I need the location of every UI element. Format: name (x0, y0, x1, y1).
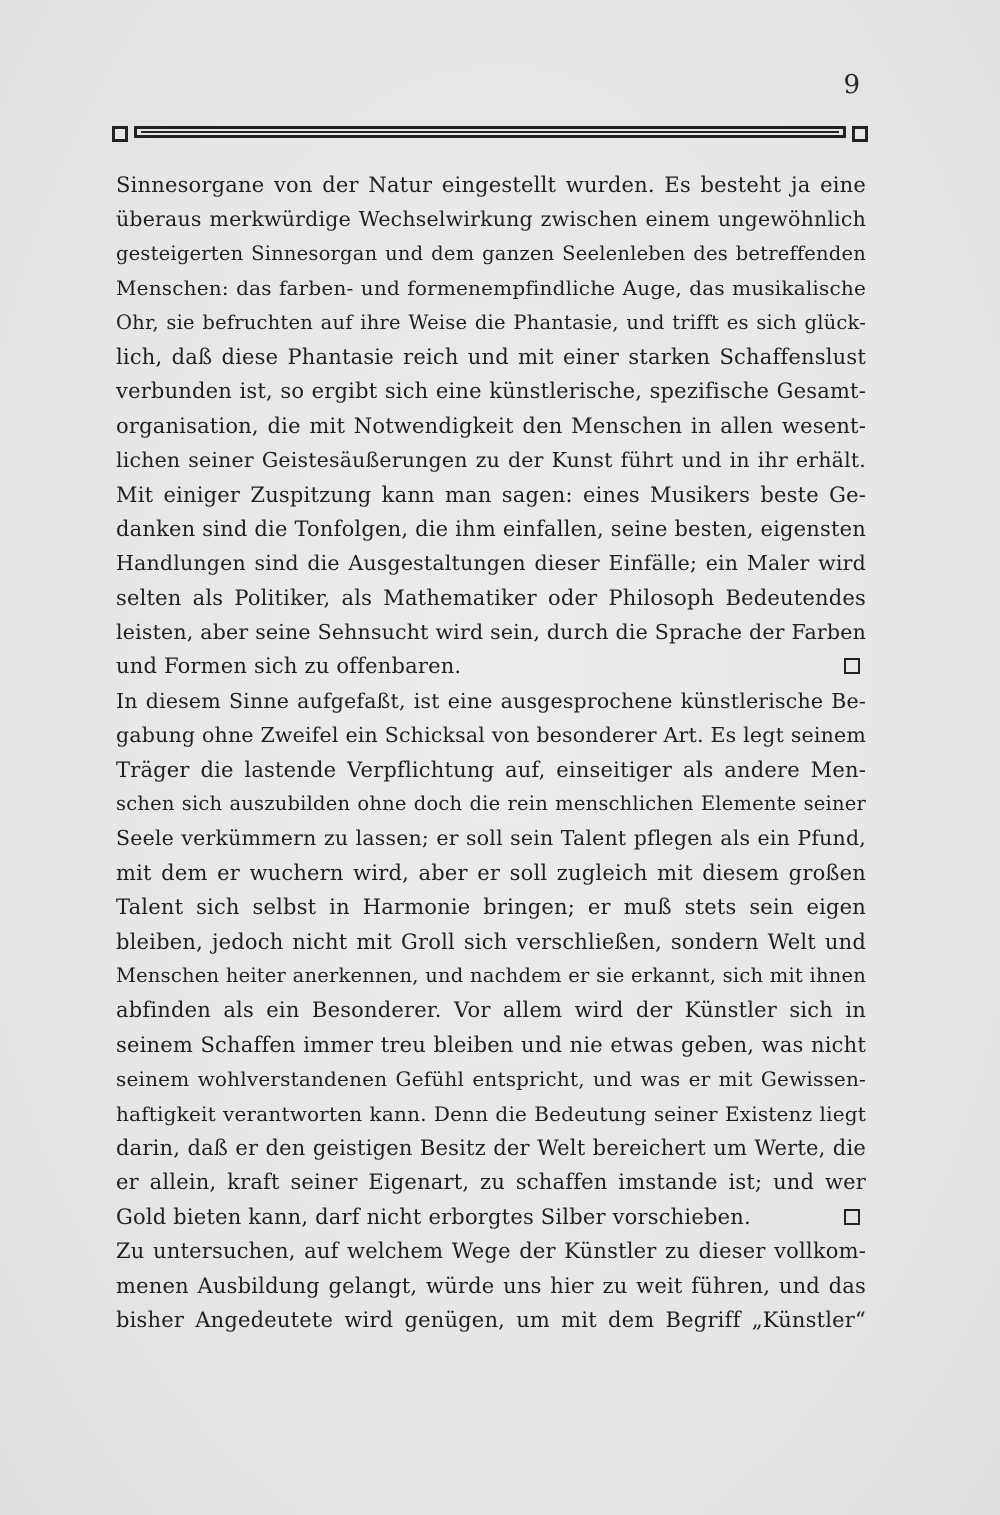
text-line: schen sich auszubilden ohne doch die rein menschlichen Elemente seiner (116, 792, 866, 816)
decorative-header-rule (112, 124, 868, 144)
text-line: gesteigerten Sinnesorgan und dem ganzen Seelenleben des betreffenden (116, 241, 866, 265)
text-line: Mit einiger Zuspitzung kann man sagen: eines Musikers beste Ge- (116, 482, 866, 507)
text-line: seinem Schaffen immer treu bleiben und nie etwas geben, was nicht (116, 1032, 866, 1057)
paragraph-end-square-icon (844, 1209, 860, 1225)
text-line: Zu untersuchen, auf welchem Wege der Künstler zu dieser vollkom- (116, 1239, 866, 1264)
text-line: In diesem Sinne aufgefaßt, ist eine ausgesprochene künstlerische Be- (116, 688, 866, 713)
text-line: seinem wohlverstandenen Gefühl entspricht, und was er mit Gewissen- (116, 1067, 866, 1092)
text-line: verbunden ist, so ergibt sich eine künstlerische, spezifische Gesamt- (116, 379, 866, 404)
text-line: überaus merkwürdige Wechselwirkung zwischen einem ungewöhnlich (116, 207, 866, 232)
text-line: lichen seiner Geistesäußerungen zu der Kunst führt und in ihr erhält. (116, 448, 866, 473)
text-line: gabung ohne Zweifel ein Schicksal von besonderer Art. Es legt seinem (116, 723, 866, 748)
text-line: abfinden als ein Besonderer. Vor allem wird der Künstler sich in (116, 998, 866, 1023)
double-line-bar (134, 126, 846, 138)
text-line: Talent sich selbst in Harmonie bringen; er muß stets sein eigen (116, 895, 866, 920)
text-line: bleiben, jedoch nicht mit Groll sich verschließen, sondern Welt und (116, 929, 866, 954)
text-line: Handlungen sind die Ausgestaltungen dieser Einfälle; ein Maler wird (116, 551, 866, 576)
text-line: Seele verkümmern zu lassen; er soll sein Talent pflegen als ein Pfund, (116, 826, 866, 851)
paragraph-end (116, 649, 866, 683)
page-number: 9 (843, 70, 860, 100)
text-line: Sinnesorgane von der Natur eingestellt wurden. Es besteht ja eine (116, 173, 866, 197)
text-line: organisation, die mit Notwendigkeit den Menschen in allen wesent- (116, 413, 866, 438)
text-line: Ohr, sie befruchten auf ihre Weise die Phantasie, und trifft es sich glück- (116, 310, 866, 334)
text-line: haftigkeit verantworten kann. Denn die Bedeutung seiner Existenz liegt (116, 1101, 866, 1126)
body-text (116, 168, 866, 1337)
text-line: mit dem er wuchern wird, aber er soll zugleich mit diesem großen (116, 860, 866, 885)
paragraph-end (116, 1200, 866, 1234)
square-ornament-right-icon (852, 126, 868, 142)
text-line: Träger die lastende Verpflichtung auf, einseitiger als andere Men- (116, 757, 866, 782)
text-line: selten als Politiker, als Mathematiker oder Philosoph Bedeutendes (116, 585, 866, 610)
square-ornament-left-icon (112, 126, 128, 142)
text-line: Menschen: das farben- und formenempfindliche Auge, das musikalische (116, 276, 866, 301)
text-line: er allein, kraft seiner Eigenart, zu schaffen imstande ist; und wer (116, 1170, 866, 1195)
text-line: menen Ausbildung gelangt, würde uns hier zu weit führen, und das (116, 1273, 866, 1298)
text-line: und Formen sich zu offenbaren. (116, 654, 462, 679)
text-line: bisher Angedeutete wird genügen, um mit dem Begriff „Künstler“ (116, 1307, 866, 1332)
text-line: Menschen heiter anerkennen, und nachdem er sie erkannt, sich mit ihnen (116, 963, 866, 987)
text-line: leisten, aber seine Sehnsucht wird sein, durch die Sprache der Farben (116, 620, 866, 645)
text-line: darin, daß er den geistigen Besitz der Welt bereichert um Werte, die (116, 1135, 866, 1160)
paragraph-end-square-icon (844, 658, 860, 674)
text-line: danken sind die Tonfolgen, die ihm einfallen, seine besten, eigensten (116, 516, 866, 541)
text-line: Gold bieten kann, darf nicht erborgtes Silber vorschieben. (116, 1204, 751, 1229)
text-line: lich, daß diese Phantasie reich und mit einer starken Schaffenslust (116, 344, 866, 369)
